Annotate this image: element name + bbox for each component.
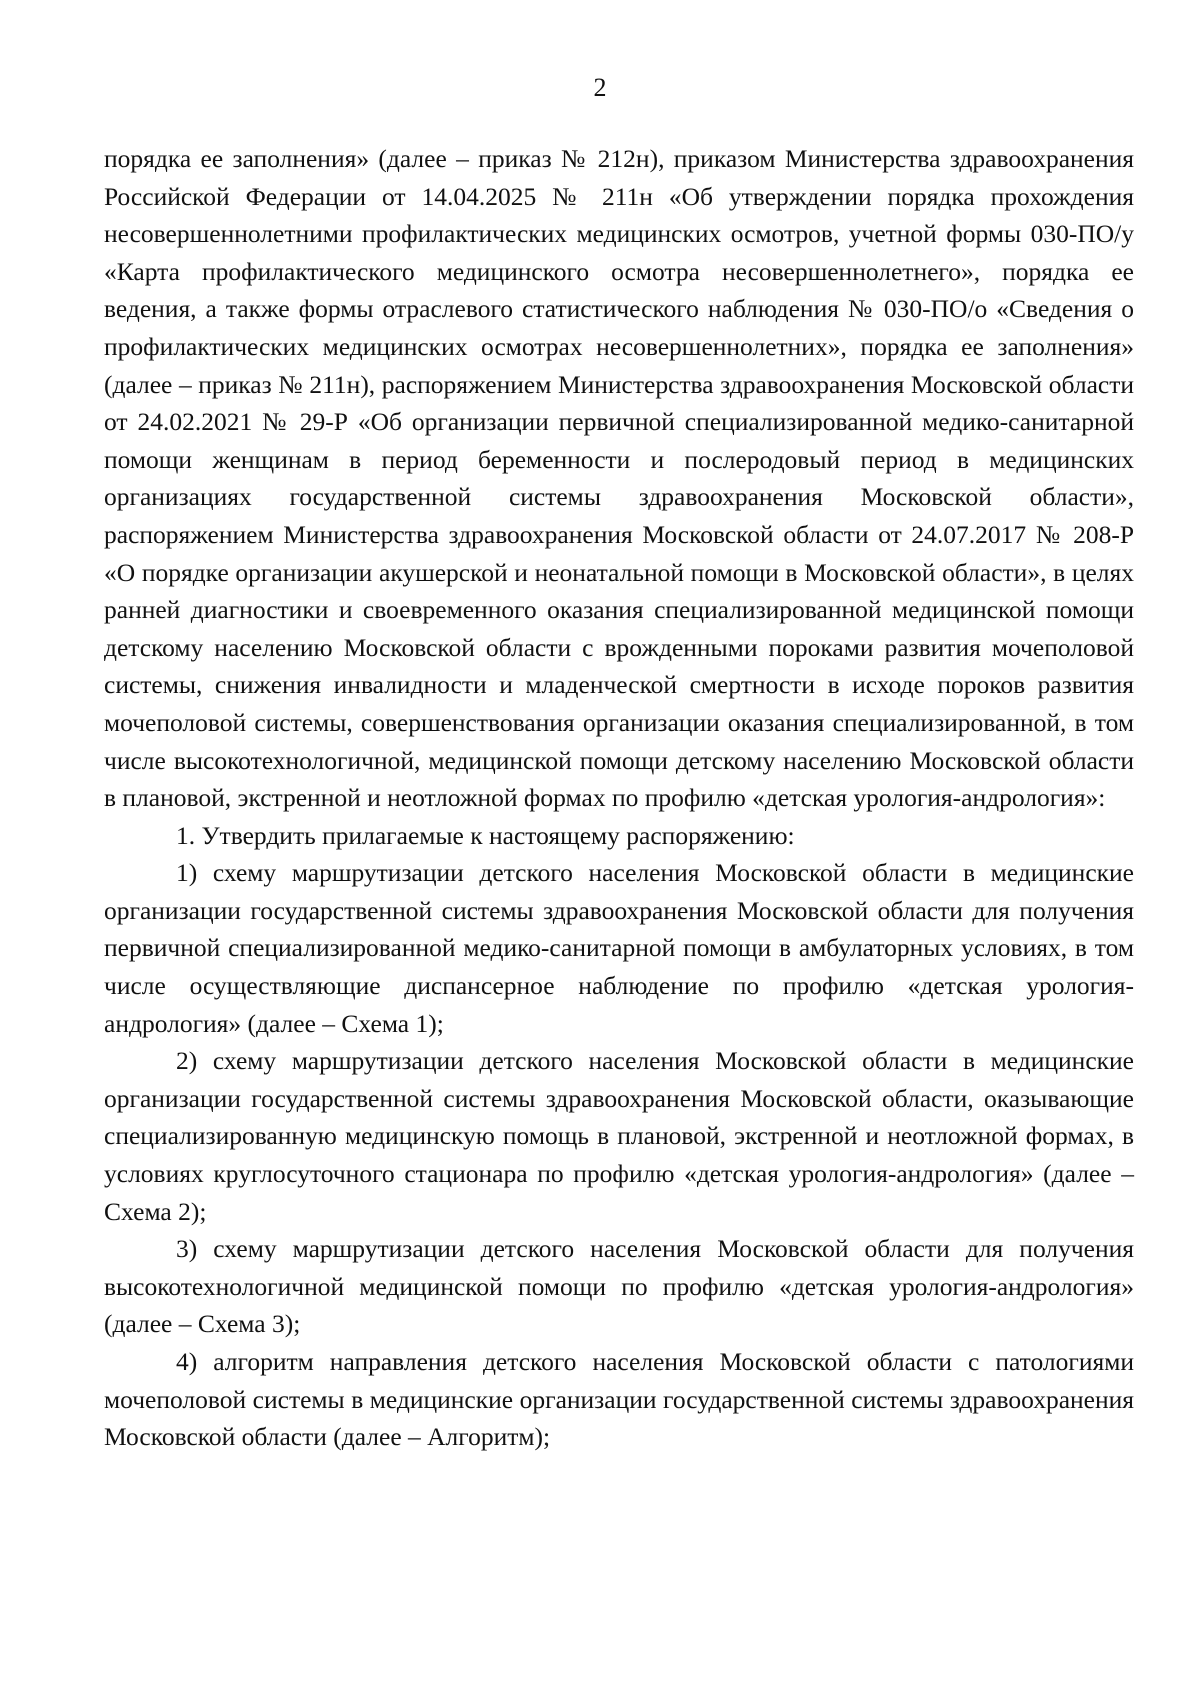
page-number: 2 xyxy=(593,73,607,102)
document-body xyxy=(104,140,1134,1456)
paragraph-subitem-3-scheme-3: 3) схему маршрутизации детского населения Московской области для получения высокотехнологичной медицинской помощи по профилю «детская урология-андрология» (далее – Схема 3); xyxy=(104,1234,1134,1339)
paragraph-subitem-4-algorithm: 4) алгоритм направления детского населения Московской области с патологиями мочеполовой системы в медицинские организации государственной системы здравоохранения Московской области (далее – Алгоритм); xyxy=(104,1347,1134,1452)
paragraph-item-1-approve: 1. Утвердить прилагаемые к настоящему распоряжению: xyxy=(176,820,795,850)
paragraph-subitem-1-scheme-1: 1) схему маршрутизации детского населения Московской области в медицинские организации государственной системы здравоохранения Московской области для получения первичной специализированной медико-санитарной помощи в амбулаторных условиях, в том числе осуществляющие диспансерное наблюдение по профилю «детская урология-андрология» (далее – Схема 1); xyxy=(104,858,1134,1038)
paragraph-subitem-2-scheme-2: 2) схему маршрутизации детского населения Московской области в медицинские организации государственной системы здравоохранения Московской области, оказывающие специализированную медицинскую помощь в плановой, экстренной и неотложной формах, в условиях круглосуточного стационара по профилю «детская урология-андрология» (далее – Схема 2); xyxy=(104,1046,1134,1226)
paragraph-preamble-continuation: порядка ее заполнения» (далее – приказ № 212н), приказом Министерства здравоохранения Российской Федерации от 14.04.2025 № 211н «Об утверждении порядка прохождения несовершеннолетними профилактических медицинских осмотров, учетной формы 030-ПО/у «Карта профилактического медицинского осмотра несовершеннолетнего», порядка ее ведения, а также формы отраслевого статистического наблюдения № 030-ПО/о «Сведения о профилактических медицинских осмотрах несовершеннолетних», порядка ее заполнения» (далее – приказ № 211н), распоряжением Министерства здравоохранения Московской области от 24.02.2021 № 29-Р «Об организации первичной специализированной медико-санитарной помощи женщинам в период беременности и послеродовый период в медицинских организациях государственной системы здравоохранения Московской области», распоряжением Министерства здравоохранения Московской области от 24.07.2017 № 208-Р «О порядке организации акушерской и неонатальной помощи в Московской области», в целях ранней диагностики и своевременного оказания специализированной медицинской помощи детскому населению Московской области с врожденными пороками развития мочеполовой системы, снижения инвалидности и младенческой смертности в исходе пороков развития мочеполовой системы, совершенствования организации оказания специализированной, в том числе высокотехнологичной, медицинской помощи детскому населению Московской области в плановой, экстренной и неотложной формах по профилю «детская урология-андрология»: xyxy=(104,144,1134,813)
